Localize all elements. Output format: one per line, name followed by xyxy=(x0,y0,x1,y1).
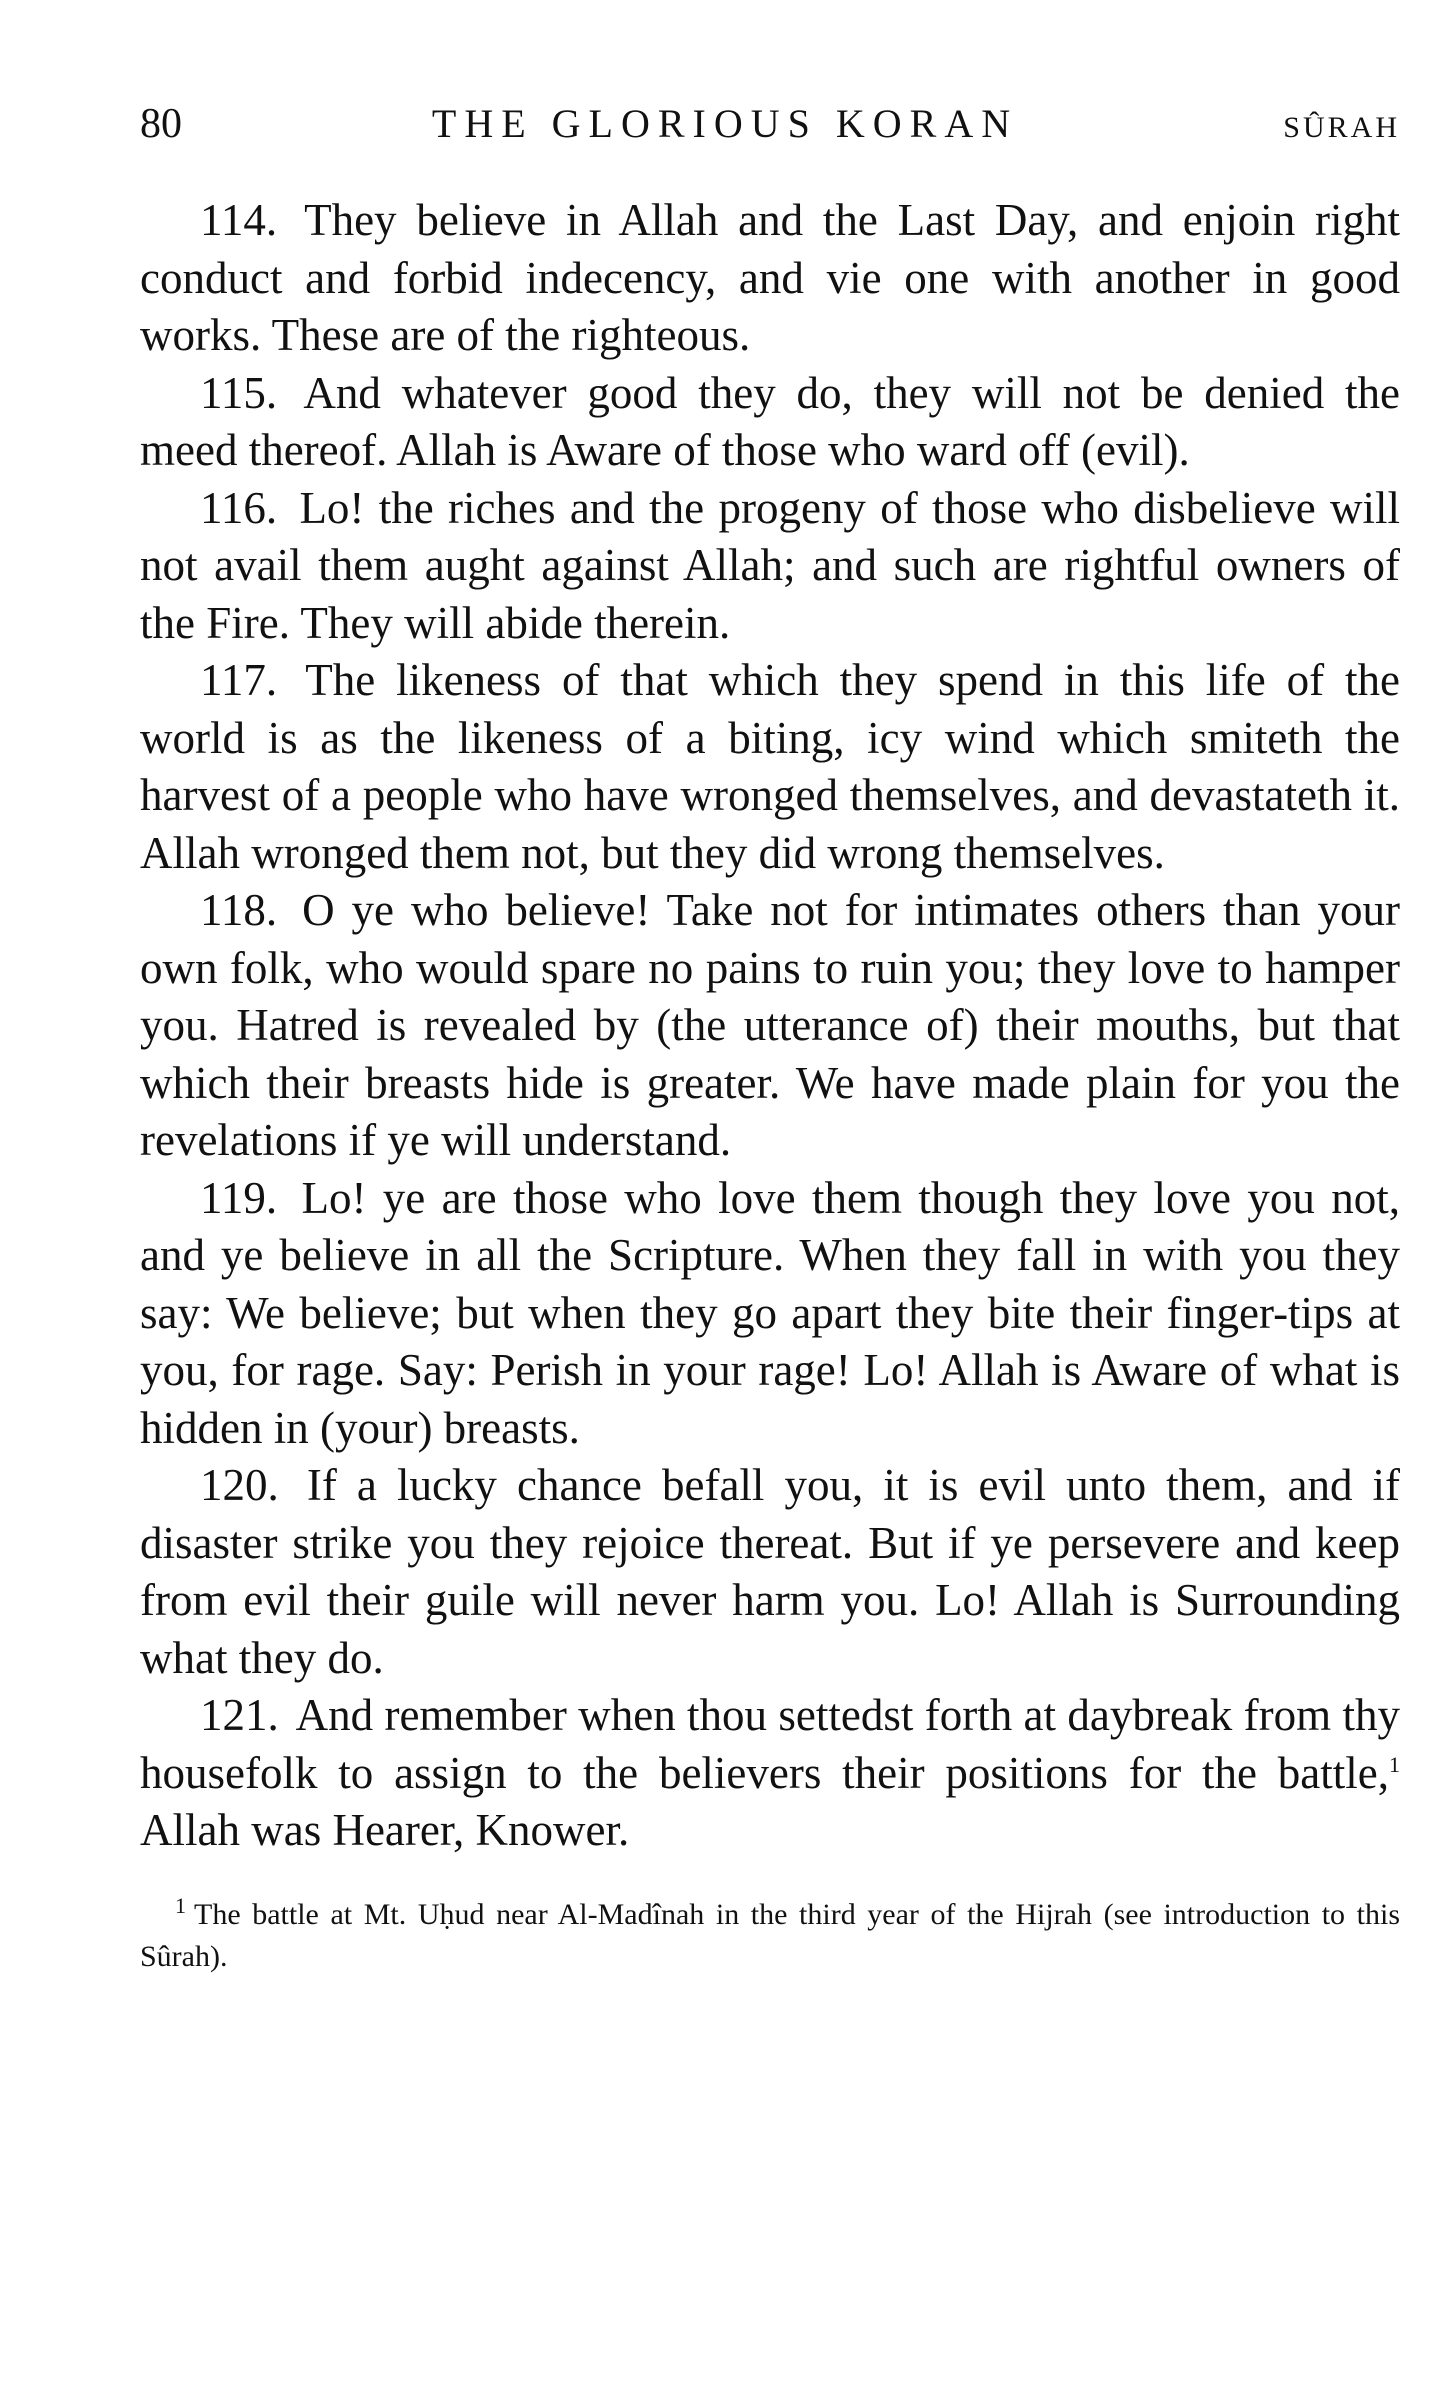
book-page xyxy=(140,100,1400,1978)
page-number: 80 xyxy=(140,101,182,147)
verse-text: Lo! the riches and the progeny of those who disbelieve will not avail them aught against Allah; and such are rightful owners of the Fire. They will abide therein. xyxy=(140,482,1401,648)
footnote-reference[interactable]: 1 xyxy=(1389,1751,1400,1777)
verse-number: 121. xyxy=(200,1690,279,1740)
section-label: SÛRAH xyxy=(1283,111,1400,144)
footnote xyxy=(140,1894,1400,1978)
running-head xyxy=(140,100,1400,170)
verse-115 xyxy=(140,365,1400,480)
verse-text: They believe in Allah and the Last Day, and enjoin right conduct and forbid indecency, and vie one with another in good works. These are of the righteous. xyxy=(140,195,1401,360)
footnote-number: 1 xyxy=(175,1892,186,1918)
verse-number: 117. xyxy=(200,655,278,705)
verse-text-continued: Allah was Hearer, Knower. xyxy=(140,1805,630,1855)
verse-116 xyxy=(140,480,1400,653)
verse-number: 114. xyxy=(200,195,278,245)
book-title: THE GLORIOUS KORAN xyxy=(431,101,1019,146)
verse-number: 120. xyxy=(200,1460,279,1510)
verse-text: And whatever good they do, they will not be denied the meed thereof. Allah is Aware of those who ward off (evil). xyxy=(140,367,1400,475)
verse-text: If a lucky chance befall you, it is evil unto them, and if disaster strike you they rejoice thereat. But if ye persevere and keep from evil their guile will never harm you. Lo! Allah is Surrounding what they do. xyxy=(140,1460,1401,1683)
verse-114 xyxy=(140,192,1400,365)
verse-121 xyxy=(140,1687,1400,1860)
verse-117 xyxy=(140,652,1400,882)
verse-number: 115. xyxy=(200,367,278,418)
footnote-text: The battle at Mt. Uḥud near Al-Madînah in the third year of the Hijrah (see introduction to this Sûrah). xyxy=(140,1897,1400,1973)
verse-text: Lo! ye are those who love them though they love you not, and ye believe in all the Scripture. When they fall in with you they say: We believe; but when they go apart they bite their finger-tips at you, for rage. Say: Perish in your rage! Lo! Allah is Aware of what is hidden in (your) breasts. xyxy=(140,1172,1401,1453)
verse-number: 119. xyxy=(200,1172,278,1223)
verse-119 xyxy=(140,1170,1400,1458)
verse-text: O ye who believe! Take not for intimates others than your own folk, who would spare no pains to ruin you; they love to hamper you. Hatred is revealed by (the utterance of) their mouths, but that which their breasts hide is greater. We have made plain for you the revelations if ye will understand. xyxy=(140,885,1400,1165)
verse-number: 116. xyxy=(200,482,278,533)
verse-120 xyxy=(140,1457,1400,1687)
verse-number: 118. xyxy=(200,885,278,935)
verse-text: The likeness of that which they spend in this life of the world is as the likeness of a biting, icy wind which smiteth the harvest of a people who have wronged themselves, and devastateth it. Allah wronged them not, but they did wrong themselves. xyxy=(140,655,1401,878)
verse-text: And remember when thou settedst forth at daybreak from thy housefolk to assign to the believers their positions for the battle, xyxy=(140,1690,1400,1798)
verse-118 xyxy=(140,882,1400,1170)
verse-list xyxy=(140,192,1400,1860)
